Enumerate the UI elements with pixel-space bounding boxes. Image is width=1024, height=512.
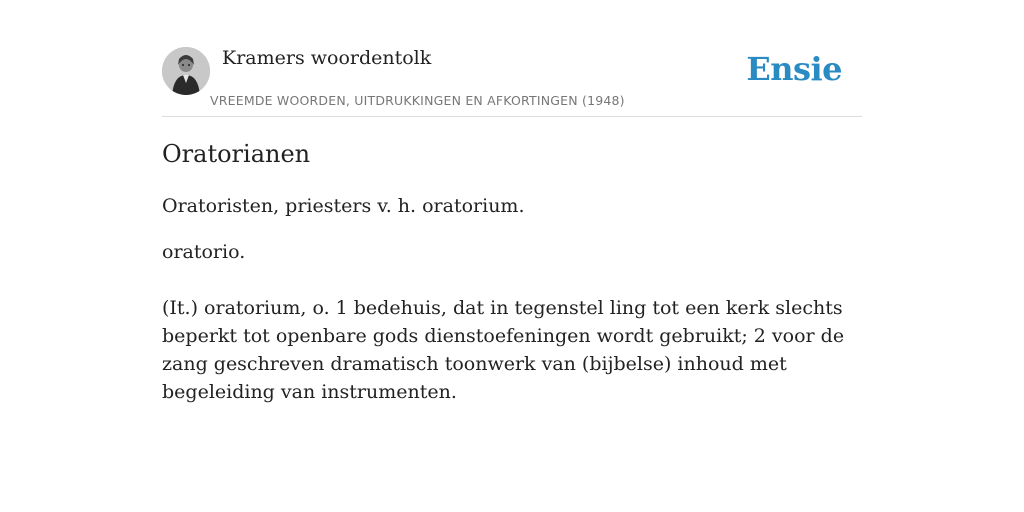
source-avatar[interactable]: [162, 47, 210, 95]
definition-3: (It.) oratorium, o. 1 bedehuis, dat in tegenstel ling tot een kerk slechts beperkt tot openbare gods dienstoefeningen wordt gebruikt; 2 voor de zang geschreven dramatisch toonwerk van (bijbelse) inhoud met begeleiding van instrumenten.: [162, 297, 845, 403]
source-title[interactable]: Kramers woordentolk: [222, 47, 432, 69]
definition-1: Oratoristen, priesters v. h. oratorium.: [162, 195, 525, 217]
source-header: [162, 44, 862, 117]
definition-2: oratorio.: [162, 241, 246, 263]
portrait-avatar-icon: [162, 47, 210, 95]
entry-content: [162, 138, 862, 406]
ensie-logo-link[interactable]: Ensie: [746, 50, 842, 88]
entry-headword: Oratorianen: [162, 140, 311, 168]
source-subtitle: VREEMDE WOORDEN, UITDRUKKINGEN EN AFKORTINGEN (1948): [210, 93, 625, 108]
